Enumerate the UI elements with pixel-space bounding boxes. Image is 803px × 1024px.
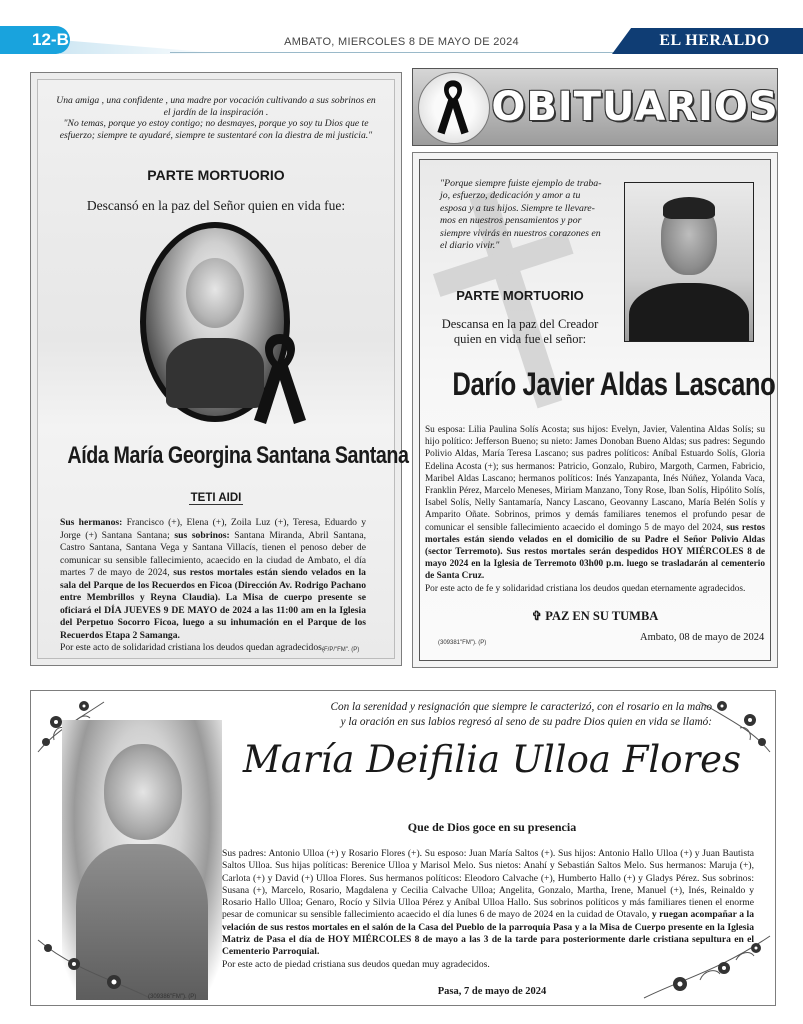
santana-nickname: TETI AIDI [190,492,242,504]
page-number-tab: 12-B [0,26,70,54]
santana-quote: Una amiga , una confidente , una madre por vocación cultivando a sus sobrinos en el jardín de la inspiración . "No temas, porque yo estoy contigo; no desmayes, porque yo soy tu Dios que te esfuerzo; siempre te ayudaré, siempre te sustentaré con la diestra de mi justicia." [56,95,376,141]
aldas-name-wrap [412,366,778,403]
header-date: AMBATO, MIERCOLES 8 DE MAYO DE 2024 [284,36,519,48]
header-rule [170,52,620,53]
ulloa-quote: Con la serenidad y resignación que siempre le caracterizó, con el rosario en la mano y la oración en sus labios regresó al seno de su padre Dios quien en vida se llamó: [330,701,712,728]
black-ribbon-icon [250,330,310,430]
aldas-portrait-photo [624,182,754,342]
ulloa-body: Sus padres: Antonio Ulloa (+) y Rosario Flores (+). Su esposo: Juan María Saltos (+). Sus hijos: Antonio Hallo Ulloa (+) y Juan Bautista Saltos Ulloa. Sus hijas políticas: Berenice Ulloa y Marisol Melo. Sus nietos: Anahí y Sebastián Saltos Melo. Sus hermanos: Maruja (+), Carlota (+) y David (+) Ulloa Flores. Sus hermanos políticos: Eleodoro Calvache (+), Humberto Hallo (+) y Gladys Pérez. Sus sobrinos: Susana (+), Marcelo, Rosario, Magdalena y Cecilia Calvache Ulloa; Angelita, Gonzalo, Martha, Irene, Manuel (+), Inés, Reinaldo y Rosario Hallo Ulloa; Genaro, Rocío y Silvia Ulloa Pérez y Aníbal Ulloa Hallo. Sus sobrinos políticos y más familiares tienen el enorme pesar de comunicar su sensible fallecimiento acaecido el día lunes 6 de mayo de 2024 en la cuidad de Otavalo, y ruegan acompañar a la velación de sus restos mortales en el salón de la Casa del Pueblo de la parroquia Pasa y a la Misa de Cuerpo presente en la Iglesia Matriz de Pasa el día de HOY MIÉRCOLES 8 de mayo a las 3 de la tarde para posteriormente darle cristiana sepultura en el Cementerio Parroquial. Por este acto de piedad cristiana sus deudos quedan muy agradecidos. [222,848,755,970]
masthead-logo: EL HERALDO [659,32,770,49]
santana-ad-code: (F/P/"FM". (P) [322,647,360,653]
obituarios-title: OBITUARIOS [491,84,779,130]
aldas-place-date: Ambato, 08 de mayo de 2024 [640,632,765,643]
flower-corner-bottom-left-icon [34,930,154,1002]
santana-name-wrap [30,442,409,470]
ulloa-place-date: Pasa, 7 de mayo de 2024 [437,986,547,997]
aldas-rip: ✞ PAZ EN SU TUMBA [531,609,659,623]
ulloa-name: María Deifilia Ulloa Flores [242,738,742,781]
aldas-intro: Descansa en la paz del Creador quien en vida fue el señor: [441,317,599,346]
aldas-body: Su esposa: Lilia Paulina Solís Acosta; sus hijos: Evelyn, Javier, Valentina Aldas Solís; su hijo político: Jefferson Bueno; su nieto: James Donoban Bueno Aldas; sus padres: Segundo Polivio Aldas, María Teresa Lascano; sus padres políticos: Aníbal Estuardo Solís, Gloria Edelina Acosta (+); sus hermanos: Patricio, Gonzalo, Rubiro, Margoth, Carmen, Fabricio, Maribel Aldas Lascano; hermanos políticos: Inés Yanzapanta, Inés Núñez, Yolanda Vaca, Franklin Pérez, Marcelo Meneses, Miriam Manzano, Tony Rose, Iban Solís, Hipólito Solís, Isabel Solís, Nelly Santamaría, Nancy Lascano, Geovanny Lascano, María Belén Solís y Amparito Oñate. Sobrinos, primos y demás familiares tenemos el profundo pesar de comunicar el sensible fallecimiento acaecido el domingo 5 de mayo del 2024, sus restos mortales están siendo velados en el domicilio de su Padre el Señor Polivio Aldas (sector Terremoto). Sus restos mortales serán despedidos HOY MIÉRCOLES 8 de mayo 2024 en la Iglesia de Terremoto 03h00 p.m. luego se trasladarán al cementerio de Santa Cruz. Por este acto de fe y solidaridad cristiana los deudos quedan eternamente agradecidos. [425,425,765,594]
aldas-quote: "Porque siempre fuiste ejemplo de traba- jo, esfuerzo, dedicación y amor a tu esposa y a tus hijos. Siempre te llevare- mos en nuestros pensamientos y por siempre vivirás en nuestros corazones en el diario vivir." [440,178,602,252]
ulloa-subtitle: Que de Dios goce en su presencia [407,820,577,834]
santana-name: Aída María Georgina Santana Santana [67,442,409,469]
aldas-heading: PARTE MORTUORIO [456,288,584,303]
santana-nickname-wrap [30,488,402,506]
mourning-ribbon-icon [435,78,471,138]
ulloa-ad-code: (309386"FM"). (P) [148,994,197,1000]
aldas-ad-code: (309381"FM"). (P) [438,640,487,646]
santana-intro: Descansó en la paz del Señor quien en vida fue: [86,198,346,213]
aldas-name: Darío Javier Aldas Lascano [452,366,776,402]
santana-body: Sus hermanos: Francisco (+), Elena (+), Zoila Luz (+), Teresa, Eduardo y Jorge (+) Santana Santana; sus sobrinos: Santana Miranda, Abril Santana, Castro Santana, Santana Vega y Santana Villacís, tienen el penoso deber de comunicar su sensible fallecimiento, acaecido en la ciudad de Ambato, el día martes 7 de mayo de 2024, sus restos mortales están siendo velados en la sala del Parque de los Recuerdos en Ficoa (Dirección Av. Rodrigo Pachano entre Membrillos y Reyna Claudia). La Misa de cuerpo presente se oficiará el DÍA JUEVES 9 DE MAYO de 2024 a las 11:00 am en la Iglesia del Perpetuo Socorro Ficoa, luego a su inhumación en el Parque de los Recuerdos Etapa 2 Samanga. Por este acto de solidaridad cristiana los deudos quedan agradecidos. [60,517,366,653]
santana-heading: PARTE MORTUORIO [147,167,285,183]
